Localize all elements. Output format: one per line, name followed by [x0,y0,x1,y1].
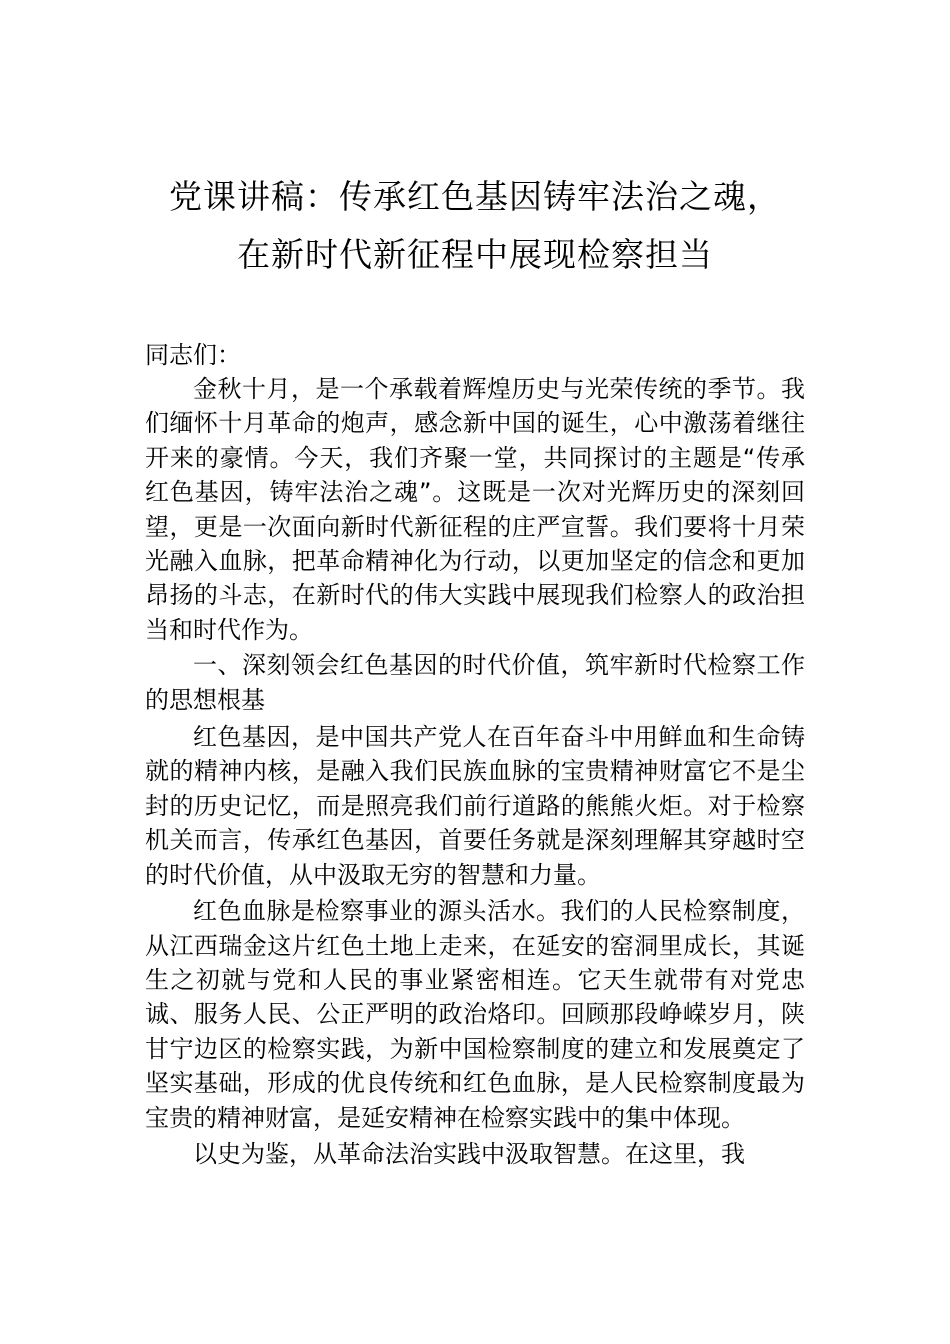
paragraph-intro: 金秋十月，是一个承载着辉煌历史与光荣传统的季节。我们缅怀十月革命的炮声，感念新中国的诞生，心中激荡着继往开来的豪情。今天，我们齐聚一堂，共同探讨的主题是“传承红色基因，铸牢法治之魂”。这既是一次对光辉历史的深刻回望，更是一次面向新时代新征程的庄严宣誓。我们要将十月荣光融入血脉，把革命精神化为行动，以更加坚定的信念和更加昂扬的斗志，在新时代的伟大实践中展现我们检察人的政治担当和时代作为。 [145,375,805,644]
section-heading-1: 一、深刻领会红色基因的时代价值，筑牢新时代检察工作的思想根基 [145,652,805,714]
title-line-1: 党课讲稿：传承红色基因铸牢法治之魂， [169,177,781,216]
paragraph-history-lesson: 以史为鉴，从革命法治实践中汲取智慧。在这里，我 [193,1139,745,1168]
paragraph-red-bloodline: 红色血脉是检察事业的源头活水。我们的人民检察制度，从江西瑞金这片红色土地上走来，在延安的窑洞里成长，其诞生之初就与党和人民的事业紧密相连。它天生就带有对党忠诚、服务人民、公正严明的政治烙印。回顾那段峥嵘岁月，陕甘宁边区的检察实践，为新中国检察制度的建立和发展奠定了坚实基础，形成的优良传统和红色血脉，是人民检察制度最为宝贵的精神财富，是延安精神在检察实践中的集中体现。 [145,897,805,1132]
paragraph-red-gene: 红色基因，是中国共产党人在百年奋斗中用鲜血和生命铸就的精神内核，是融入我们民族血脉的宝贵精神财富它不是尘封的历史记忆，而是照亮我们前行道路的熊熊火炬。对于检察机关而言，传承红色基因，首要任务就是深刻理解其穿越时空的时代价值，从中汲取无穷的智慧和力量。 [145,723,805,889]
document-title [125,168,825,284]
salutation: 同志们： [145,341,241,369]
title-line-2: 在新时代新征程中展现检察担当 [237,235,713,274]
document-page [145,168,805,1171]
